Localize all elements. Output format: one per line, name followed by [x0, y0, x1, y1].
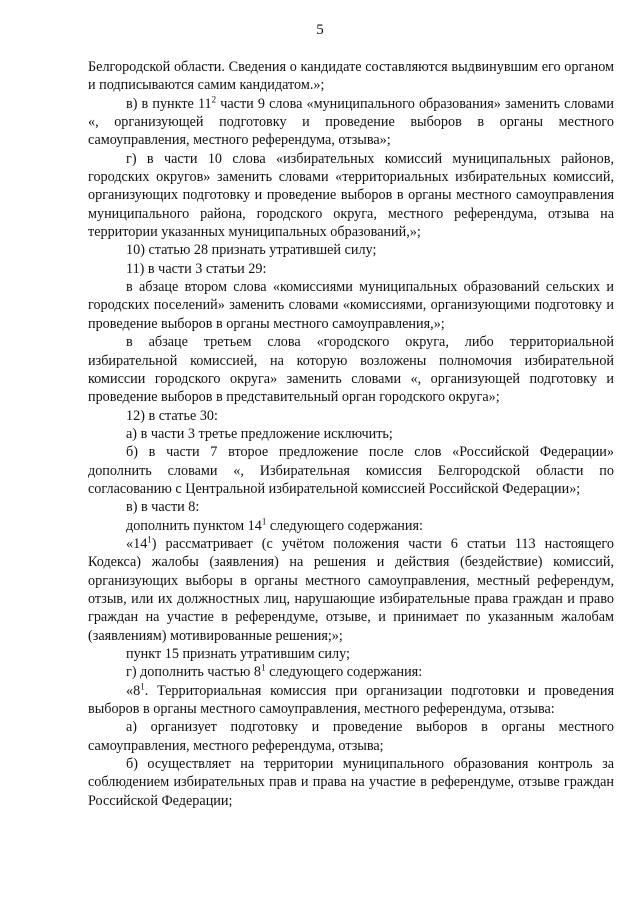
paragraph: в абзаце третьем слова «городского округа, либо территориальной избирательной комиссией, на которую возложены полномочия избирательной комиссии городского округа» заменить словами «, организующей подготовку и проведение выборов в представительный орган городского округа»; — [88, 334, 614, 406]
paragraph — [88, 663, 614, 681]
text-segment: следующего содержания: — [265, 664, 423, 681]
paragraph — [88, 95, 614, 150]
paragraph: а) в части 3 третье предложение исключить; — [126, 425, 393, 442]
text-segment: следующего содержания: — [266, 517, 423, 534]
paragraph: в) в части 8: — [126, 499, 200, 516]
paragraph: б) в части 7 второе предложение после слов «Российской Федерации» дополнить словами «, Избирательная комиссия Белгородской области по согласованию с Центральной избирательной комиссией Российской Федерации»; — [88, 444, 614, 497]
text-segment: ) рассматривает (с учётом положения части 6 статьи 113 настоящего Кодекса) жалобы (заявления) на решения и действия (бездействие) комиссий, организующих выборы в органы местного самоуправления, местный референдум, отзыв, или их должностных лиц, нарушающие избирательные права граждан и право граждан на участие в референдуме, отзыве, и принимает по указанным жалобам (заявлениям) мотивированные решения;»; — [88, 535, 614, 644]
paragraph: 10) статью 28 признать утратившей силу; — [126, 242, 377, 259]
paragraph — [88, 517, 614, 535]
superscript: 2 — [211, 93, 217, 104]
superscript: 1 — [261, 515, 267, 526]
page-number: 5 — [316, 22, 324, 38]
text-segment: «14 — [126, 535, 148, 552]
paragraph: б) осуществляет на территории муниципального образования контроль за соблюдением избирательных прав и права на участие в референдуме, отзыве граждан Российской Федерации; — [88, 756, 614, 809]
paragraph — [88, 535, 614, 645]
text-segment: г) дополнить частью 8 — [126, 664, 262, 681]
text-segment: . Территориальная комиссия при организации подготовки и проведения выборов в органы местного самоуправления, местного референдума, отзыва: — [88, 682, 614, 718]
paragraph: Белгородской области. Сведения о кандидате составляются выдвинувшим его органом и подписываются самим кандидатом.»; — [88, 59, 614, 94]
paragraph: а) организует подготовку и проведение выборов в органы местного самоуправления, местного референдума, отзыва; — [88, 719, 614, 754]
paragraph: 12) в статье 30: — [126, 407, 218, 424]
text-segment: части 9 слова «муниципального образования» заменить словами «, организующей подготовку и проведение выборов в органы местного самоуправления, местного референдума, отзыва»; — [88, 95, 614, 149]
paragraph: пункт 15 признать утратившим силу; — [126, 646, 350, 662]
paragraph: в абзаце втором слова «комиссиями муниципальных образований сельских и городских поселений» заменить словами «комиссиями, организующими подготовку и проведение выборов в органы местного самоуправления,»; — [88, 279, 614, 332]
text-segment: в) в пункте 11 — [126, 95, 212, 112]
paragraph: 11) в части 3 статьи 29: — [126, 260, 267, 277]
superscript: 1 — [147, 534, 152, 545]
superscript: 1 — [140, 680, 145, 691]
paragraph: г) в части 10 слова «избирательных комиссий муниципальных районов, городских округов» заменить словами «территориальных избирательных комиссий, организующих подготовку и проведение выборов в органы местного самоуправления муниципального района, городского округа, местного референдума, отзыва на территории указанных муниципальных образований,»; — [88, 150, 614, 241]
text-segment: «8 — [126, 682, 141, 699]
document-body — [88, 58, 614, 810]
superscript: 1 — [261, 662, 266, 673]
paragraph — [88, 682, 614, 719]
text-segment: дополнить пунктом 14 — [126, 517, 262, 534]
